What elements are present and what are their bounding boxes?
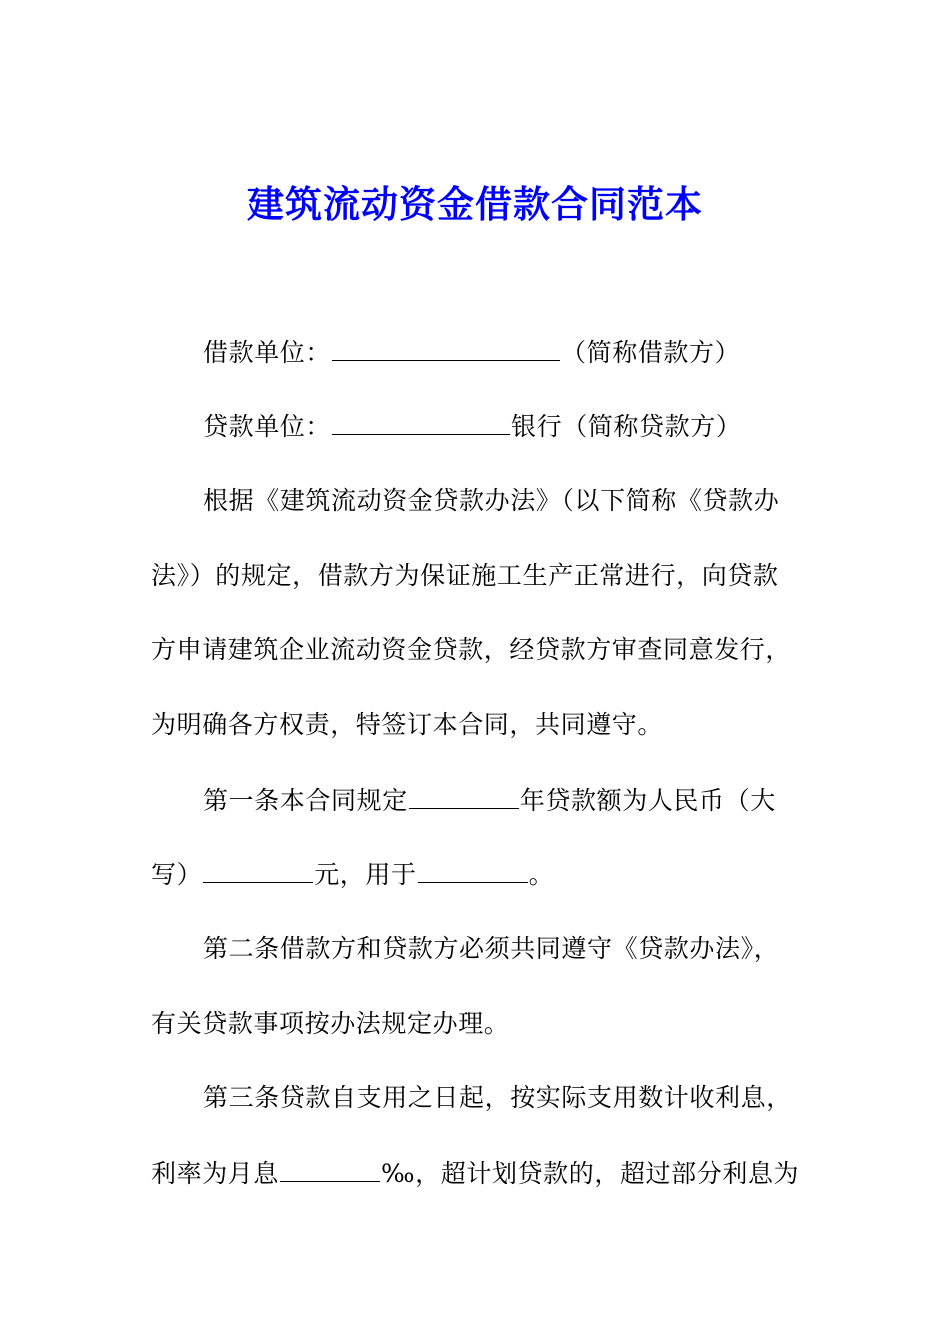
intro-line-2: 法》）的规定，借款方为保证施工生产正常进行，向贷款 [151,561,779,590]
lender-line [203,408,741,445]
intro-line-3: 方申请建筑企业流动资金贷款，经贷款方审查同意发行， [151,635,792,664]
article3-line-2 [151,1155,799,1192]
document-title: 建筑流动资金借款合同范本 [247,182,703,226]
intro-line-1: 根据《建筑流动资金贷款办法》（以下简称《贷款办 [203,486,780,515]
borrower-suffix: （简称借款方） [561,338,741,367]
lender-suffix: 银行（简称贷款方） [511,412,742,441]
article2-line-2: 有关贷款事项按办法规定办理。 [151,1009,510,1038]
article1-purpose-blank[interactable] [418,856,528,883]
article1-part5: 。 [528,860,555,889]
article3-rate-blank[interactable] [280,1155,380,1182]
article1-year-blank[interactable] [409,782,519,809]
borrower-line [203,334,740,371]
article1-line-1 [203,782,776,819]
intro-line-4: 为明确各方权责，特签订本合同，共同遵守。 [151,710,664,739]
article1-part4: 元，用于 [314,860,417,889]
article1-line-2 [151,856,554,893]
article3-part1: 利率为月息 [151,1159,280,1188]
lender-label: 贷款单位： [203,412,332,441]
article1-part2: 年贷款额为人民币（大 [519,786,776,815]
borrower-blank[interactable] [332,334,560,361]
borrower-label: 借款单位： [203,338,332,367]
article2-line-1: 第二条借款方和贷款方必须共同遵守《贷款办法》， [203,934,780,963]
article1-part1: 第一条本合同规定 [203,786,408,815]
article3-line-1: 第三条贷款自支用之日起，按实际支用数计收利息， [203,1083,792,1112]
lender-blank[interactable] [332,408,510,435]
article1-amount-blank[interactable] [203,856,313,883]
article1-part3: 写） [151,860,203,889]
article3-part2: ‰，超计划贷款的，超过部分利息为 [381,1159,800,1188]
